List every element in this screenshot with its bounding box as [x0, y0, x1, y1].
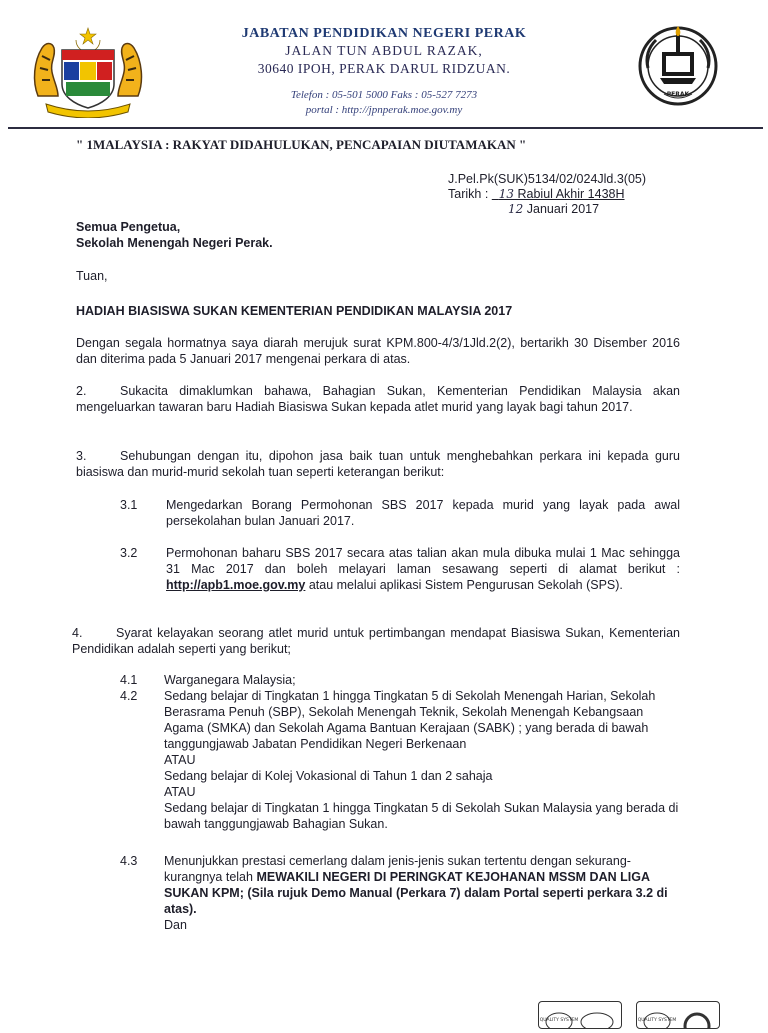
- recipient-line-2: Sekolah Menengah Negeri Perak.: [76, 236, 273, 250]
- date-hijri-value: [492, 187, 625, 201]
- greg-month-year: Januari 2017: [526, 202, 600, 216]
- address-line-2: 30640 IPOH, PERAK DARUL RIDZUAN.: [257, 61, 511, 76]
- paragraph-3: [76, 448, 680, 480]
- address-line-1: JALAN TUN ABDUL RAZAK,: [285, 43, 483, 58]
- date-label: Tarikh :: [448, 187, 489, 201]
- paragraph-number: 2.: [76, 384, 87, 398]
- item-4-2: [164, 688, 684, 832]
- item-text: atau melalui aplikasi Sistem Pengurusan Sekolah (SPS).: [305, 578, 623, 592]
- or-separator: ATAU: [164, 753, 196, 767]
- recipient-line-1: Semua Pengetua,: [76, 220, 181, 234]
- motto: " 1MALAYSIA : RAKYAT DIDAHULUKAN, PENCAPAIAN DIUTAMAKAN ": [76, 137, 527, 152]
- subject-heading: HADIAH BIASISWA SUKAN KEMENTERIAN PENDIDIKAN MALAYSIA 2017: [76, 304, 513, 318]
- paragraph-number: 4.: [72, 626, 83, 640]
- item-number: 4.3: [120, 854, 138, 868]
- application-portal-link[interactable]: http://apb1.moe.gov.my: [166, 578, 306, 592]
- item-text-bold: MEWAKILI NEGERI DI PERINGKAT KEJOHANAN MSSM DAN LIGA SUKAN KPM; (Sila rujuk Demo Manual (Perkara 7) dalam Portal seperti perkara 3.2 di atas).: [164, 870, 668, 916]
- or-separator: ATAU: [164, 785, 196, 799]
- paragraph-text: Sehubungan dengan itu, dipohon jasa baik tuan untuk menghebahkan perkara ini kepada guru biasiswa dan murid-murid sekolah tuan seperti keterangan berikut:: [76, 449, 680, 479]
- contact-info: Telefon : 05-501 5000 Faks : 05-527 7273: [290, 89, 478, 101]
- item-number: 4.1: [120, 673, 138, 687]
- item-3-2: [166, 545, 680, 593]
- paragraph-2: [76, 383, 680, 415]
- quality-system-icon: [539, 1002, 621, 1028]
- paragraph-4: [72, 625, 680, 657]
- handwritten-day: 13: [498, 187, 515, 201]
- portal-url: portal : http://jpnperak.moe.gov.my: [305, 104, 463, 116]
- paragraph-text: Sukacita dimaklumkan bahawa, Bahagian Sukan, Kementerian Pendidikan Malaysia akan mengeluarkan tawaran baru Hadiah Biasiswa Sukan kepada atlet murid yang layak bagi tahun 2017.: [76, 384, 680, 414]
- item-text: Sedang belajar di Kolej Vokasional di Tahun 1 dan 2 sahaja: [164, 769, 493, 783]
- item-text: Sedang belajar di Tingkatan 1 hingga Tingkatan 5 di Sekolah Sukan Malaysia yang berada di bawah tanggungjawab Bahagian Sukan.: [164, 801, 679, 831]
- emblem-text: PERAK: [666, 91, 690, 98]
- salutation: Tuan,: [76, 269, 108, 283]
- and-connector: Dan: [164, 918, 187, 932]
- handwritten-day: 12: [508, 202, 524, 216]
- date-gregorian: [508, 202, 599, 216]
- item-text: Menunjukkan prestasi cemerlang dalam jenis-jenis sukan tertentu dengan sekurang-kurangnya telah: [164, 854, 631, 884]
- item-number: 3.2: [120, 546, 138, 560]
- quality-badge: [636, 1001, 720, 1029]
- item-3-1: Mengedarkan Borang Permohonan SBS 2017 kepada murid yang layak pada awal persekolahan bulan Januari 2017.: [166, 498, 680, 528]
- item-text: Permohonan baharu SBS 2017 secara atas talian akan mula dibuka mulai 1 Mac sehingga 31 Mac 2017 dan boleh melayari laman sesawang seperti di alamat berikut :: [166, 546, 680, 576]
- item-number: 3.1: [120, 498, 138, 512]
- quality-badge: [538, 1001, 622, 1029]
- paragraph-text: Syarat kelayakan seorang atlet murid untuk pertimbangan mendapat Biasiswa Sukan, Kementerian Pendidikan adalah seperti yang berikut;: [72, 626, 680, 656]
- department-name: JABATAN PENDIDIKAN NEGERI PERAK: [241, 26, 527, 41]
- badge-text: QUALITY SYSTEM: [539, 1018, 579, 1023]
- item-4-1: Warganegara Malaysia;: [164, 673, 296, 687]
- paragraph-1: Dengan segala hormatnya saya diarah merujuk surat KPM.800-4/3/1Jld.2(2), bertarikh 30 Disember 2016 dan diterima pada 5 Januari 2017 mengenai perkara di atas.: [76, 336, 680, 366]
- item-text: Sedang belajar di Tingkatan 1 hingga Tingkatan 5 di Sekolah Menengah Harian, Sekolah Berasrama Penuh (SBP), Sekolah Menengah Teknik, Sekolah Menengah Kebangsaan Agama (SMKA) dan Sekolah Agama Bantuan Kerajaan (SABK) ; yang berada di bawah tanggungjawab Jabatan Pendidikan Negeri Berkenaan: [164, 689, 656, 751]
- quality-system-icon: [637, 1002, 719, 1028]
- item-4-3: [164, 853, 684, 933]
- hijri-month-year: Rabiul Akhir 1438H: [517, 187, 625, 201]
- reference-number: J.Pel.Pk(SUK)5134/02/024Jld.3(05): [448, 172, 647, 186]
- header-divider: [8, 127, 763, 129]
- date-hijri: [448, 187, 625, 201]
- item-number: 4.2: [120, 689, 138, 703]
- badge-text: QUALITY SYSTEM: [637, 1018, 677, 1023]
- paragraph-number: 3.: [76, 449, 87, 463]
